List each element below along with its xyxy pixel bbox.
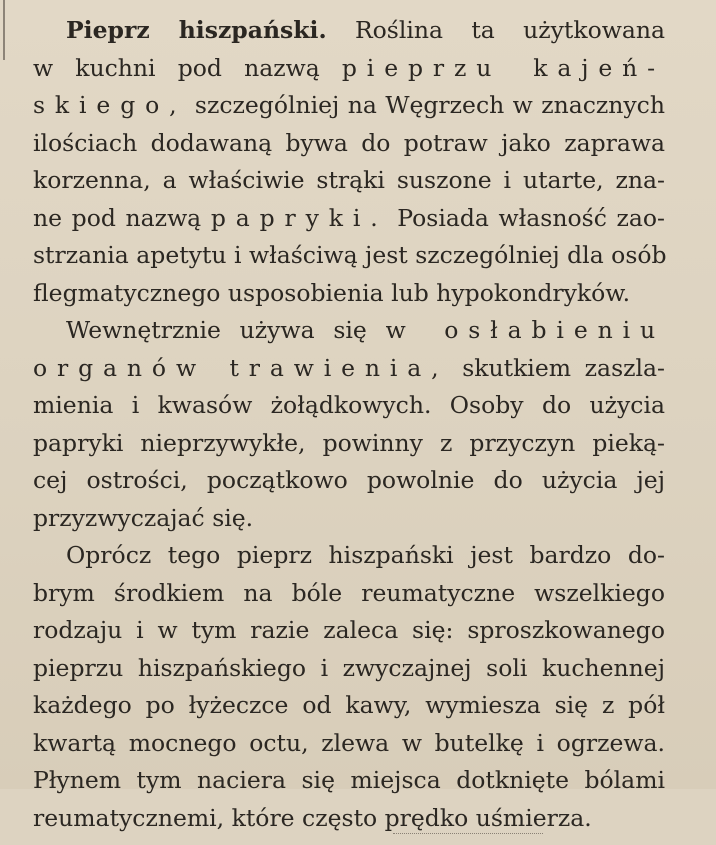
margin-rule xyxy=(3,0,5,60)
text-line: przyzwyczajać się. xyxy=(33,503,254,532)
text-line: skiego, szczególniej na Węgrzech w znacznych xyxy=(33,91,665,119)
text-line: ne pod nazwą papryki. Posiada własność zao- xyxy=(33,203,665,232)
text-line: każdego po łyżeczce od kawy, wymiesza się z pół xyxy=(33,691,665,719)
text-line: papryki nieprzywykłe, powinny z przyczyn pieką- xyxy=(33,428,665,457)
text-line: Oprócz tego pieprz hiszpański jest bardzo do- xyxy=(66,541,665,569)
article-body xyxy=(33,12,665,845)
text-line: strzania apetytu i właściwą jest szczególniej dla osób xyxy=(33,241,667,269)
text-line: reumatycznemi, które często prędko uśmierza. xyxy=(33,803,592,832)
text-line: organów trawienia, skutkiem zaszla- xyxy=(33,353,665,382)
text-line: rodzaju i w tym razie zaleca się: sproszkowanego xyxy=(33,616,665,644)
article-title: Pieprz hiszpański. xyxy=(66,16,327,44)
text-line: brym środkiem na bóle reumatyczne wszelkiego xyxy=(33,578,665,607)
text-line: Pieprz hiszpański. Roślina ta użytkowana xyxy=(66,16,665,44)
text-line: w kuchni pod nazwą pieprzu kajeń- xyxy=(33,53,665,82)
text-line: Wewnętrznie używa się w osłabieniu xyxy=(66,316,665,344)
text-line: kwartą mocnego octu, zlewa w butelkę i ogrzewa. xyxy=(33,728,665,757)
text-line: mienia i kwasów żołądkowych. Osoby do użycia xyxy=(33,391,665,419)
text-line: cej ostrości, początkowo powolnie do użycia jej xyxy=(33,466,665,494)
text-line: flegmatycznego usposobienia lub hypokondryków. xyxy=(33,278,631,307)
text-line: Płynem tym naciera się miejsca dotknięte bólami xyxy=(33,766,665,794)
text-line: korzenna, a właściwie strąki suszone i utarte, zna- xyxy=(33,166,665,194)
text-line: pieprzu hiszpańskiego i zwyczajnej soli kuchennej xyxy=(33,653,665,682)
page-cutoff xyxy=(33,837,665,845)
text-line: ilościach dodawaną bywa do potraw jako zaprawa xyxy=(33,128,665,157)
